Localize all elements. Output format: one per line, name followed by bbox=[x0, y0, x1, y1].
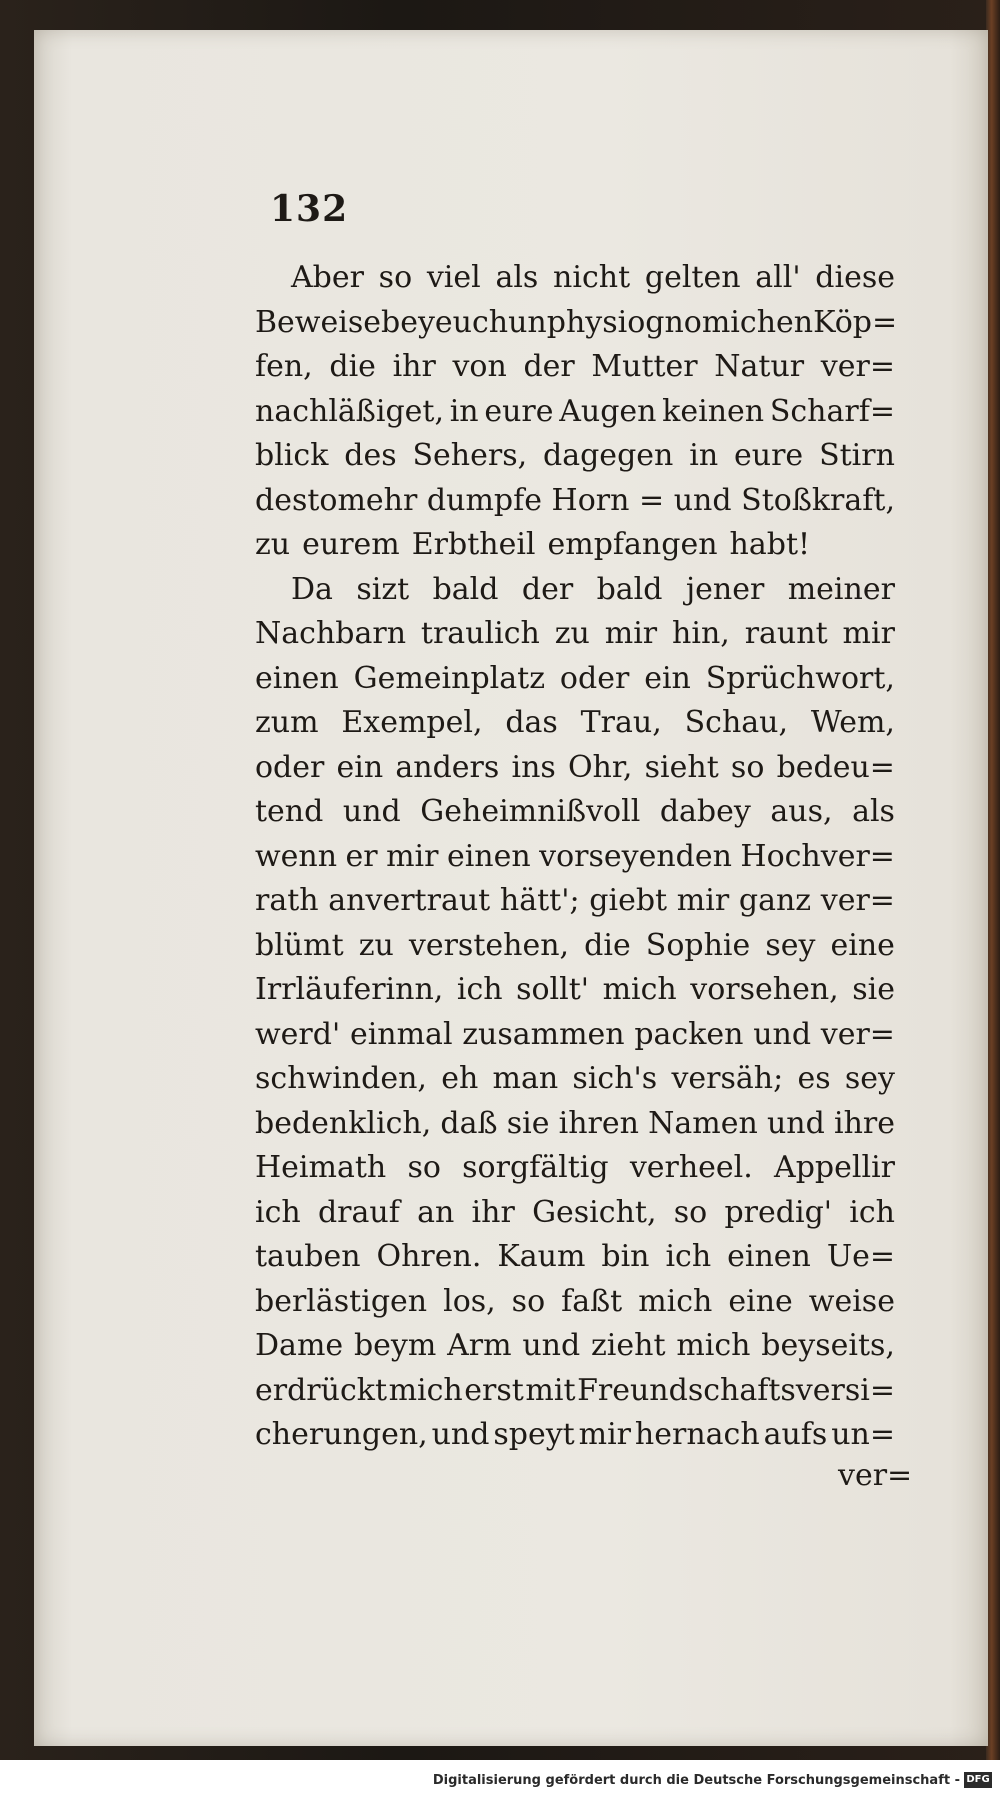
word: nachläßiget, bbox=[255, 393, 444, 429]
text-line bbox=[255, 1235, 895, 1280]
text-line bbox=[255, 1324, 895, 1369]
word: Stoßkraft, bbox=[741, 482, 895, 518]
word: zu bbox=[358, 927, 394, 963]
word: viel bbox=[426, 260, 481, 295]
word: mir bbox=[676, 883, 730, 918]
word: anders bbox=[395, 749, 500, 785]
word: dumpfe bbox=[426, 482, 542, 518]
text-line bbox=[255, 301, 898, 346]
word: und bbox=[431, 1417, 490, 1452]
text-line bbox=[255, 924, 895, 969]
word: traulich bbox=[420, 616, 540, 651]
word: so bbox=[378, 260, 413, 295]
word: hätt'; bbox=[499, 883, 580, 918]
word: die bbox=[329, 349, 376, 384]
word: Gesicht, bbox=[532, 1194, 657, 1230]
word: mich bbox=[676, 1328, 751, 1363]
word: cherungen, bbox=[255, 1417, 428, 1452]
word: ver= bbox=[820, 883, 895, 918]
word: sey bbox=[844, 1061, 895, 1096]
word: Geheimnißvoll bbox=[420, 794, 641, 829]
page-number: 132 bbox=[270, 188, 349, 230]
catchword: ver= bbox=[838, 1458, 913, 1493]
word: all' bbox=[755, 260, 801, 295]
word: als bbox=[495, 260, 539, 295]
word: bald bbox=[432, 571, 499, 607]
word: meiner bbox=[787, 571, 895, 607]
word: Gemeinplatz bbox=[353, 660, 546, 696]
word: erst bbox=[464, 1372, 524, 1408]
word: gelten bbox=[644, 260, 741, 295]
word: Sprüchwort, bbox=[705, 660, 895, 696]
word: so bbox=[730, 749, 765, 785]
word: zusammen bbox=[462, 1016, 625, 1052]
word: ich bbox=[849, 1194, 895, 1230]
word: mit bbox=[525, 1372, 576, 1408]
word: ein bbox=[336, 749, 384, 785]
word: Namen bbox=[648, 1105, 758, 1141]
text-line bbox=[255, 390, 895, 435]
word: es bbox=[797, 1061, 831, 1096]
word: Schau, bbox=[684, 705, 789, 740]
word: ganz bbox=[738, 883, 812, 918]
word: jener bbox=[685, 571, 765, 607]
text-line bbox=[255, 835, 895, 880]
word: an bbox=[417, 1194, 455, 1230]
word: faßt bbox=[561, 1283, 623, 1319]
word: bedeu= bbox=[776, 749, 895, 785]
word: Hochver= bbox=[740, 838, 895, 874]
word: speyt bbox=[493, 1417, 575, 1452]
word: zieht bbox=[591, 1328, 666, 1363]
word: und bbox=[522, 1328, 581, 1363]
word: Da bbox=[291, 571, 333, 607]
word: Nachbarn bbox=[255, 616, 407, 651]
word: Natur bbox=[714, 349, 805, 384]
word: erdrückt bbox=[255, 1372, 387, 1408]
word: aus, bbox=[770, 794, 833, 829]
word: ihr bbox=[471, 1194, 515, 1230]
word: in bbox=[449, 393, 479, 429]
word: Ohr, bbox=[567, 749, 633, 785]
body-text bbox=[255, 256, 898, 1458]
word: so bbox=[673, 1194, 708, 1230]
text-line bbox=[255, 434, 895, 479]
word: unphysiognomichen bbox=[508, 304, 814, 340]
word: Sophie bbox=[645, 927, 751, 963]
word: oder bbox=[255, 749, 325, 785]
word: mir bbox=[604, 616, 658, 651]
word: Dame bbox=[255, 1328, 344, 1363]
word: der bbox=[521, 571, 574, 607]
word: ihr bbox=[392, 349, 436, 384]
word: anvertraut bbox=[328, 883, 491, 918]
word: mich bbox=[602, 972, 677, 1007]
word: einmal bbox=[349, 1016, 453, 1052]
word: und bbox=[766, 1105, 825, 1141]
word: vorseyenden bbox=[539, 838, 732, 874]
word: Mutter bbox=[591, 349, 698, 384]
word: predig' bbox=[724, 1194, 833, 1230]
word: des bbox=[344, 438, 397, 473]
word: Exempel, bbox=[341, 705, 483, 740]
word: empfangen bbox=[547, 527, 718, 562]
word: ich bbox=[255, 1194, 301, 1230]
word: eine bbox=[728, 1283, 793, 1319]
word: mir bbox=[578, 1417, 632, 1452]
word: vorsehen, bbox=[690, 972, 839, 1007]
text-line bbox=[255, 701, 895, 746]
word: das bbox=[505, 705, 558, 740]
word: werd' bbox=[255, 1016, 341, 1052]
footer-credit: Digitalisierung gefördert durch die Deutsche Forschungsgemeinschaft - bbox=[432, 1773, 960, 1788]
word: und bbox=[673, 482, 732, 518]
text-line bbox=[255, 657, 895, 702]
word: rath bbox=[255, 883, 319, 918]
word: berlästigen bbox=[255, 1283, 428, 1319]
word: einen bbox=[727, 1239, 811, 1274]
word: ich bbox=[456, 972, 503, 1007]
word: Heimath bbox=[255, 1150, 387, 1185]
word: als bbox=[852, 794, 895, 829]
word: weise bbox=[808, 1283, 895, 1319]
word: in bbox=[689, 438, 719, 473]
word: = bbox=[639, 482, 665, 518]
word: eine bbox=[830, 927, 895, 963]
word: ich bbox=[665, 1239, 712, 1274]
text-line bbox=[255, 1102, 895, 1147]
word: bin bbox=[601, 1239, 650, 1274]
word: dagegen bbox=[543, 438, 674, 473]
text-line bbox=[255, 1369, 895, 1414]
text-line bbox=[255, 568, 895, 613]
word: beyseits, bbox=[761, 1328, 895, 1363]
word: die bbox=[584, 927, 631, 963]
text-line bbox=[255, 345, 895, 390]
word: bald bbox=[596, 571, 663, 607]
word: zum bbox=[255, 705, 319, 740]
word: einen bbox=[255, 660, 339, 696]
word: mir bbox=[842, 616, 895, 651]
word: so bbox=[407, 1150, 441, 1185]
footer-bar bbox=[0, 1760, 1000, 1794]
word: mich bbox=[638, 1283, 713, 1319]
word: Ue= bbox=[826, 1239, 895, 1274]
word: Sehers, bbox=[412, 438, 528, 473]
word: eurem bbox=[302, 527, 400, 562]
word: un= bbox=[831, 1417, 895, 1452]
word: eure bbox=[484, 393, 554, 429]
word: Freundschaftsversi= bbox=[577, 1372, 895, 1408]
text-line bbox=[255, 1057, 895, 1102]
word: Erbtheil bbox=[411, 527, 536, 562]
word: ver= bbox=[820, 1016, 895, 1052]
word: Stirn bbox=[819, 438, 895, 473]
word: mir bbox=[386, 838, 439, 874]
text-line bbox=[255, 523, 895, 568]
word: aufs bbox=[763, 1417, 828, 1452]
text-line bbox=[255, 790, 895, 835]
word: Ohren. bbox=[376, 1239, 482, 1274]
dfg-logo-icon: DFG bbox=[964, 1772, 992, 1788]
text-line bbox=[255, 256, 895, 301]
text-line bbox=[255, 1280, 895, 1325]
word: beym bbox=[353, 1328, 437, 1363]
word: mich bbox=[388, 1372, 463, 1408]
word: ein bbox=[644, 660, 691, 696]
word: versäh; bbox=[671, 1061, 784, 1096]
word: hin, bbox=[672, 616, 730, 651]
word: keinen bbox=[662, 393, 765, 429]
word: drauf bbox=[317, 1194, 400, 1230]
word: der bbox=[523, 349, 575, 384]
word: sey bbox=[765, 927, 816, 963]
word: hernach bbox=[634, 1417, 760, 1452]
word: tend bbox=[255, 794, 324, 829]
word: blick bbox=[255, 438, 329, 473]
word: Wem, bbox=[810, 705, 895, 740]
word: dabey bbox=[659, 794, 751, 829]
text-line bbox=[255, 1013, 895, 1058]
word: euch bbox=[434, 304, 509, 340]
word: und bbox=[753, 1016, 812, 1052]
word: fen, bbox=[255, 349, 313, 384]
text-line bbox=[255, 1146, 895, 1191]
word: sollt' bbox=[516, 972, 590, 1007]
word: giebt bbox=[589, 883, 668, 918]
word: Horn bbox=[551, 482, 630, 518]
word: sizt bbox=[356, 571, 410, 607]
word: nicht bbox=[553, 260, 631, 295]
word: zu bbox=[554, 616, 590, 651]
word: schwinden, bbox=[255, 1061, 427, 1096]
word: Aber bbox=[291, 260, 364, 295]
word: Scharf= bbox=[769, 393, 895, 429]
word: und bbox=[342, 794, 401, 829]
word: zu bbox=[255, 527, 291, 562]
text-line bbox=[255, 479, 895, 524]
word: ihren bbox=[558, 1105, 639, 1141]
text-line bbox=[255, 968, 895, 1013]
text-line bbox=[255, 1191, 895, 1236]
word: Arm bbox=[447, 1328, 512, 1363]
word: los, bbox=[443, 1283, 496, 1319]
word: sorgfältig bbox=[462, 1150, 609, 1185]
word: so bbox=[511, 1283, 546, 1319]
word: ver= bbox=[820, 349, 895, 384]
text-line bbox=[255, 1413, 895, 1458]
word: sie bbox=[852, 972, 895, 1007]
word: Kaum bbox=[497, 1239, 586, 1274]
book-cover-edge bbox=[986, 0, 1000, 1760]
word: man bbox=[492, 1061, 559, 1096]
word: von bbox=[452, 349, 507, 384]
word: verheel. bbox=[629, 1150, 753, 1185]
word: einen bbox=[446, 838, 531, 874]
text-line bbox=[255, 746, 895, 791]
word: eh bbox=[441, 1061, 479, 1096]
word: Beweise bbox=[255, 304, 381, 340]
word: daß bbox=[440, 1105, 498, 1141]
word: Köp= bbox=[813, 304, 898, 340]
word: tauben bbox=[255, 1239, 361, 1274]
word: blümt bbox=[255, 927, 344, 963]
word: diese bbox=[815, 260, 895, 295]
word: eure bbox=[734, 438, 804, 473]
word: bedenklich, bbox=[255, 1105, 432, 1141]
word: ihre bbox=[833, 1105, 895, 1141]
word: oder bbox=[559, 660, 630, 696]
word: destomehr bbox=[255, 482, 418, 518]
word: sich's bbox=[572, 1061, 658, 1096]
word: habt! bbox=[729, 527, 811, 562]
word: raunt bbox=[744, 616, 828, 651]
word: ins bbox=[511, 749, 556, 785]
word: verstehen, bbox=[408, 927, 570, 963]
word: Augen bbox=[559, 393, 657, 429]
word: Appellir bbox=[774, 1150, 895, 1185]
word: bey bbox=[380, 304, 435, 340]
text-line bbox=[255, 879, 895, 924]
word: packen bbox=[634, 1016, 744, 1052]
word: Irrläuferinn, bbox=[255, 972, 444, 1007]
text-line bbox=[255, 612, 895, 657]
word: sie bbox=[506, 1105, 550, 1141]
word: er bbox=[345, 838, 378, 874]
word: wenn bbox=[255, 838, 338, 874]
word: sieht bbox=[644, 749, 719, 785]
word: Trau, bbox=[580, 705, 662, 740]
